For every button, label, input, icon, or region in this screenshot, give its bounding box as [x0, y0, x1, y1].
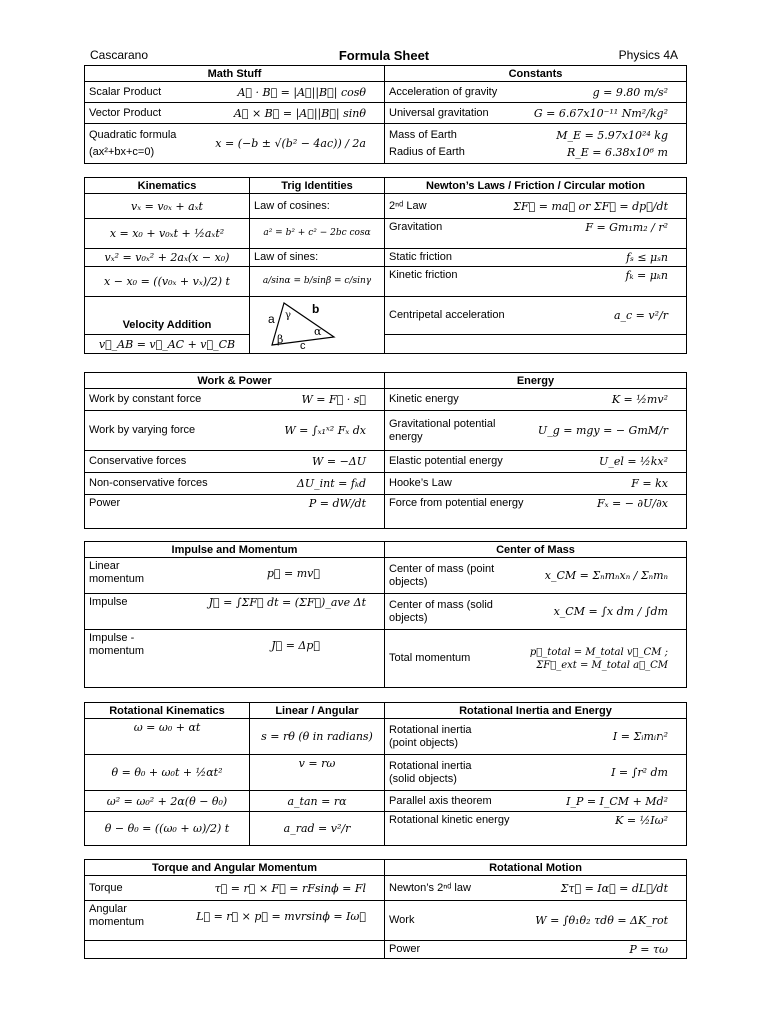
impulse-label: Impulse: [89, 596, 128, 608]
sheet-header: [84, 48, 684, 64]
triangle-diagram: [250, 297, 384, 349]
math-stuff-header: Math Stuff: [85, 66, 385, 82]
linear-momentum-formula: p⃗ = mv⃗: [266, 566, 320, 580]
centripetal-formula: a_c = v²/r: [613, 309, 668, 322]
hookes-law-label: Hooke’s Law: [389, 477, 452, 489]
kinetic-energy-row: [385, 389, 687, 411]
tangential-velocity-eq: v = rω: [250, 755, 385, 791]
velocity-addition-formula: v⃗_AB = v⃗_AC + v⃗_CB: [85, 335, 250, 354]
total-momentum-row: [385, 630, 687, 688]
triangle-cell: [250, 297, 385, 354]
elastic-pe-label: Elastic potential energy: [389, 455, 503, 467]
rot-inertia-point-label: Rotational inertia (point objects): [389, 723, 472, 749]
newton-second-law-row: [385, 194, 687, 219]
conservative-forces-formula: W = −ΔU: [312, 455, 366, 468]
kinematics-velocity-eq: vₓ = v₀ₓ + aₓt: [85, 194, 250, 219]
torque-formula: τ⃗ = r⃗ × F⃗ = rFsinϕ = Fl: [214, 881, 366, 895]
rot-ke-label: Rotational kinetic energy: [389, 814, 510, 826]
course-name: Physics 4A: [618, 48, 678, 62]
static-friction-row: [385, 249, 687, 267]
rotational-motion-header: Rotational Motion: [385, 860, 687, 876]
rot-inertia-point-row: [385, 719, 687, 755]
earth-constants-cell: [385, 124, 687, 164]
universal-gravitation-value: G = 6.67x10⁻¹¹ Nm²/kg²: [533, 106, 668, 120]
vector-product-row: [85, 103, 385, 124]
rot-theta-eq: θ = θ₀ + ω₀t + ½αt²: [85, 755, 250, 791]
kinematics-table: [84, 177, 687, 354]
scalar-product-label: Scalar Product: [89, 85, 162, 98]
kinetic-energy-label: Kinetic energy: [389, 393, 459, 405]
quadratic-form: (ax²+bx+c=0): [89, 145, 155, 158]
hookes-law-formula: F = kx: [631, 477, 668, 490]
law-of-sines-formula: a/sinα = b/sinβ = c/sinγ: [250, 267, 385, 297]
parallel-axis-label: Parallel axis theorem: [389, 794, 492, 807]
trig-header: Trig Identities: [250, 178, 385, 194]
work-varying-label: Work by varying force: [89, 424, 196, 436]
work-energy-table: [84, 372, 687, 529]
newton-rot-formula: Στ⃗ = Iα⃗ = dL⃗/dt: [560, 881, 668, 895]
linear-momentum-row: [85, 558, 385, 594]
rot-work-row: [385, 901, 687, 941]
rot-inertia-point-formula: I = Σᵢmᵢrᵢ²: [612, 730, 668, 743]
impulse-momentum-formula: J⃗ = Δp⃗: [271, 638, 320, 652]
impulse-row: [85, 594, 385, 630]
com-solid-formula: x_CM = ∫x dm / ∫dm: [553, 605, 668, 618]
triangle-side-b: b: [312, 302, 320, 316]
conservative-forces-row: [85, 451, 385, 473]
rotational-kinematics-header: Rotational Kinematics: [85, 703, 250, 719]
velocity-addition-label: Velocity Addition: [85, 297, 250, 335]
gravitation-row: [385, 219, 687, 249]
torque-row: [85, 876, 385, 901]
nonconservative-forces-label: Non-conservative forces: [89, 477, 208, 489]
force-from-pe-label: Force from potential energy: [389, 497, 524, 509]
rot-power-row: [385, 941, 687, 959]
impulse-momentum-row: [85, 630, 385, 688]
linear-momentum-label: Linear momentum: [89, 560, 145, 585]
law-of-cosines-formula: a² = b² + c² − 2bc cosα: [250, 219, 385, 249]
angular-momentum-label: Angular momentum: [89, 903, 145, 928]
force-from-pe-formula: Fₓ = − ∂U/∂x: [596, 497, 668, 510]
kinematics-average-velocity-eq: x − x₀ = ((v₀ₓ + vₓ)/2) t: [85, 267, 250, 297]
gravity-value: g = 9.80 m/s²: [592, 85, 668, 99]
earth-radius-label: Radius of Earth: [389, 145, 465, 158]
torque-empty-cell: [85, 941, 385, 959]
com-solid-label: Center of mass (solid objects): [389, 598, 493, 624]
author-name: Cascarano: [90, 48, 149, 62]
torque-label: Torque: [89, 881, 123, 894]
rot-inertia-solid-label: Rotational inertia (solid objects): [389, 759, 472, 785]
power-row: [85, 495, 385, 529]
rot-power-formula: P = τω: [629, 943, 668, 956]
com-solid-row: [385, 594, 687, 630]
rot-omega-eq: ω = ω₀ + αt: [85, 719, 250, 755]
universal-gravitation-row: [385, 103, 687, 124]
rot-work-label: Work: [389, 914, 415, 926]
force-from-pe-row: [385, 495, 687, 529]
com-point-formula: x_CM = Σₙmₙxₙ / Σₙmₙ: [544, 569, 668, 582]
law-of-cosines-label: Law of cosines:: [250, 194, 385, 219]
torque-angular-header: Torque and Angular Momentum: [85, 860, 385, 876]
gravitational-pe-label: Gravitational potential energy: [389, 417, 496, 443]
work-constant-label: Work by constant force: [89, 393, 202, 405]
newton-rot-label: Newton’s 2ⁿᵈ law: [389, 881, 471, 894]
parallel-axis-formula: I_P = I_CM + Md²: [566, 794, 668, 808]
total-momentum-label: Total momentum: [389, 652, 471, 664]
momentum-com-table: [84, 541, 687, 688]
earth-mass-label: Mass of Earth: [389, 128, 457, 141]
nonconservative-forces-formula: ΔU_int = fₖd: [296, 477, 366, 490]
gravity-row: [385, 82, 687, 103]
elastic-pe-formula: U_el = ½kx²: [599, 455, 668, 468]
kinematics-header: Kinematics: [85, 178, 250, 194]
centripetal-label: Centripetal acceleration: [389, 309, 505, 321]
scalar-product-formula: A⃗ · B⃗ = |A⃗||B⃗| cosθ: [237, 85, 366, 99]
newton-header: Newton’s Laws / Friction / Circular motion: [385, 178, 687, 194]
kinematics-velocity-squared-eq: vₓ² = v₀ₓ² + 2aₓ(x − x₀): [85, 249, 250, 267]
work-constant-row: [85, 389, 385, 411]
centripetal-row: [385, 297, 687, 335]
work-constant-formula: W = F⃗ · s⃗: [301, 393, 366, 406]
work-varying-row: [85, 411, 385, 451]
rot-work-formula: W = ∫θ₁θ₂ τdθ = ΔK_rot: [535, 914, 668, 927]
gravitation-label: Gravitation: [389, 221, 443, 233]
page-title: Formula Sheet: [338, 48, 430, 63]
kinematics-position-eq: x = x₀ + v₀ₓt + ½aₓt²: [85, 219, 250, 249]
triangle-beta: β: [277, 333, 284, 346]
rot-omega-squared-eq: ω² = ω₀² + 2α(θ − θ₀): [85, 791, 250, 812]
constants-header: Constants: [385, 66, 687, 82]
triangle-side-c: c: [300, 340, 306, 349]
parallel-axis-row: [385, 791, 687, 812]
vector-product-formula: A⃗ × B⃗ = |A⃗||B⃗| sinθ: [233, 106, 366, 120]
com-point-row: [385, 558, 687, 594]
gravitational-pe-formula: U_g = mgy = − GmM/r: [537, 424, 668, 437]
hookes-law-row: [385, 473, 687, 495]
rot-ke-formula: K = ½Iω²: [615, 814, 668, 827]
gravity-label: Acceleration of gravity: [389, 85, 498, 98]
conservative-forces-label: Conservative forces: [89, 455, 187, 467]
impulse-formula: J⃗ = ∫ΣF⃗ dt = (ΣF⃗)_ave Δt: [208, 596, 366, 609]
kinetic-friction-label: Kinetic friction: [389, 269, 458, 281]
elastic-pe-row: [385, 451, 687, 473]
rot-inertia-solid-formula: I = ∫r² dm: [611, 766, 668, 779]
impulse-momentum-header: Impulse and Momentum: [85, 542, 385, 558]
energy-header: Energy: [385, 373, 687, 389]
earth-radius-value: R_E = 6.38x10⁶ m: [566, 145, 668, 159]
total-momentum-formula: p⃗_total = M_total v⃗_CM ; ΣF⃗_ext = M_total a⃗_CM: [529, 646, 668, 671]
work-varying-formula: W = ∫ₓ₁ˣ² Fₓ dx: [284, 424, 366, 437]
center-of-mass-header: Center of Mass: [385, 542, 687, 558]
tangential-acceleration-eq: a_tan = rα: [250, 791, 385, 812]
impulse-momentum-label: Impulse - momentum: [89, 632, 145, 657]
law-of-sines-label: Law of sines:: [250, 249, 385, 267]
static-friction-label: Static friction: [389, 251, 452, 263]
rot-power-label: Power: [389, 943, 421, 955]
triangle-side-a: a: [268, 312, 275, 326]
vector-product-label: Vector Product: [89, 106, 162, 119]
rot-inertia-solid-row: [385, 755, 687, 791]
kinetic-friction-formula: fₖ = μₖn: [625, 269, 668, 282]
work-power-header: Work & Power: [85, 373, 385, 389]
power-formula: P = dW/dt: [308, 497, 366, 510]
quadratic-label: Quadratic formula: [89, 128, 177, 141]
torque-table: [84, 859, 687, 959]
gravitation-formula: F = Gm₁m₂ / r²: [585, 221, 668, 234]
triangle-gamma: γ: [285, 310, 291, 321]
static-friction-formula: fₛ ≤ μₛn: [626, 251, 668, 264]
earth-mass-value: M_E = 5.97x10²⁴ kg: [556, 128, 668, 142]
com-point-label: Center of mass (point objects): [389, 562, 495, 588]
math-constants-table: [84, 65, 687, 164]
power-label: Power: [89, 497, 121, 509]
quadratic-row: [85, 124, 385, 164]
rotational-inertia-header: Rotational Inertia and Energy: [385, 703, 687, 719]
newton-empty-cell: [385, 335, 687, 354]
angular-momentum-row: [85, 901, 385, 941]
scalar-product-row: [85, 82, 385, 103]
gravitational-pe-row: [385, 411, 687, 451]
universal-gravitation-label: Universal gravitation: [389, 106, 489, 119]
rot-average-eq: θ − θ₀ = ((ω₀ + ω)/2) t: [85, 812, 250, 846]
newton-second-law-formula: ΣF⃗ = ma⃗ or ΣF⃗ = dp⃗/dt: [513, 199, 668, 213]
angular-momentum-formula: L⃗ = r⃗ × p⃗ = mvrsinϕ = Iω⃗: [196, 909, 366, 923]
triangle-alpha: α: [314, 325, 322, 338]
arc-length-eq: s = rθ (θ in radians): [250, 719, 385, 755]
rotational-table: [84, 702, 687, 846]
nonconservative-forces-row: [85, 473, 385, 495]
newton-second-law-label: 2ⁿᵈ Law: [389, 199, 427, 212]
quadratic-formula: x = (−b ± √(b² − 4ac)) / 2a: [215, 137, 366, 150]
newton-rot-row: [385, 876, 687, 901]
linear-angular-header: Linear / Angular: [250, 703, 385, 719]
rot-ke-row: [385, 812, 687, 846]
kinetic-energy-formula: K = ½mv²: [611, 393, 668, 406]
kinetic-friction-row: [385, 267, 687, 297]
radial-acceleration-eq: a_rad = v²/r: [250, 812, 385, 846]
